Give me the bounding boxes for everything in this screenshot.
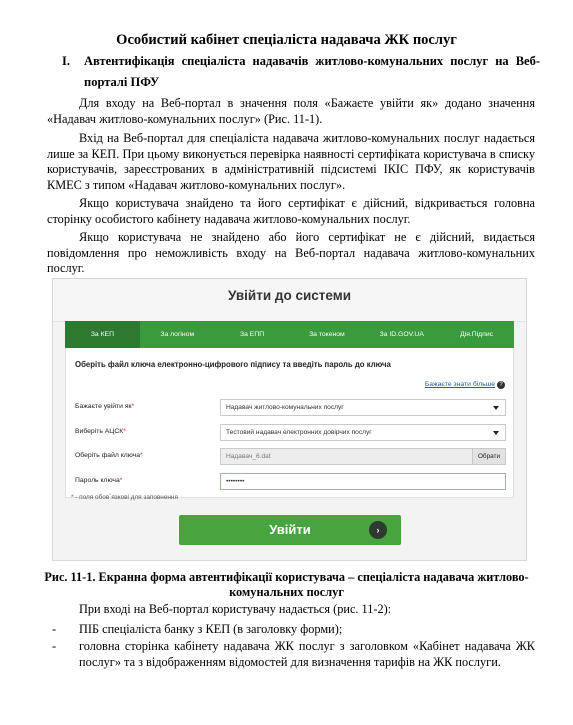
tab-kep[interactable]: За КЕП bbox=[65, 321, 140, 348]
page-heading: Особистий кабінет спеціаліста надавача ЖК послуг bbox=[116, 32, 457, 48]
figure-caption: Рис. 11-1. Екранна форма автентифікації користувача – спеціаліста надавача житлово-комунальних послуг bbox=[44, 570, 529, 599]
list-marker: - bbox=[52, 639, 57, 653]
required-star: * bbox=[140, 452, 143, 459]
required-star: * bbox=[123, 428, 126, 435]
role-label-text: Бажаєте увійти як bbox=[75, 403, 132, 410]
login-form-screenshot bbox=[52, 278, 527, 561]
required-star: * bbox=[131, 403, 135, 410]
tab-id-gov-ua[interactable]: За ID.GOV.UA bbox=[379, 331, 424, 338]
question-icon: ? bbox=[497, 381, 505, 389]
password-label bbox=[75, 477, 122, 484]
instruction-text: Оберіть файл ключа електронно-цифрового підпису та введіть пароль до ключа bbox=[75, 360, 391, 369]
tab-token[interactable]: За токеном bbox=[309, 331, 345, 338]
paragraph-2: Вхід на Веб-портал для спеціаліста надавача житлово-комунальних послуг надається лише за КЕП. При цьому виконується перевірка наявності сертифіката користувача в списку користувачів, зареєстрованих в адміністративній підсистемі ІКІС ПФУ, як користувачів КМЕС з типом «Надавач житлово-комунальних послуг». bbox=[47, 131, 535, 192]
acsk-select[interactable]: Тестовий надавач електронних довірчих послуг bbox=[220, 424, 506, 441]
list-item-text: ПІБ спеціаліста банку з КЕП (в заголовку форми); bbox=[79, 622, 343, 636]
kep-panel bbox=[65, 348, 514, 498]
password-input[interactable]: •••••••• bbox=[220, 473, 506, 490]
choose-file-button[interactable]: Обрати bbox=[472, 449, 505, 464]
password-label-text: Пароль ключа bbox=[75, 477, 120, 484]
required-note bbox=[71, 494, 178, 501]
paragraph-3: Якщо користувача знайдено та його сертифікат є дійсний, відкривається головна сторінку особистого кабінету надавача житлово-комунальних послуг. bbox=[47, 196, 535, 226]
section-number: I. bbox=[62, 54, 70, 68]
required-star: * bbox=[119, 477, 123, 484]
list-item-text: головна сторінка кабінету надавача ЖК послуг з заголовком «Кабінет надавача ЖК послуг» та з відображенням відомостей для визначення тарифів на ЖК послуги. bbox=[79, 639, 535, 669]
acsk-label bbox=[75, 428, 126, 435]
list-item bbox=[52, 639, 535, 670]
tab-epp[interactable]: За ЕПП bbox=[240, 331, 265, 338]
keyfile-name: Надавач_6.dat bbox=[226, 453, 271, 460]
role-select[interactable]: Надавач житлово-комунальних послуг bbox=[220, 399, 506, 416]
required-star: * bbox=[71, 494, 74, 501]
required-note-text: - поля обов`язкові для заповнення bbox=[75, 494, 178, 501]
login-header bbox=[53, 279, 526, 322]
login-title: Увійти до системи bbox=[227, 288, 351, 303]
login-tabs bbox=[65, 321, 514, 348]
keyfile-label bbox=[75, 452, 143, 459]
section-heading bbox=[62, 51, 540, 93]
list-item bbox=[52, 622, 535, 638]
tab-login[interactable]: За логіном bbox=[160, 331, 195, 338]
login-button-label: Увійти bbox=[269, 522, 311, 537]
tab-diia-pidpys[interactable]: Дія.Підпис bbox=[460, 331, 494, 338]
arrow-right-icon: › bbox=[369, 521, 387, 539]
keyfile-field[interactable] bbox=[220, 448, 506, 465]
role-label bbox=[75, 403, 134, 410]
after-text: При вході на Веб-портал користувачу надається (рис. 11-2): bbox=[79, 602, 392, 616]
section-title: Автентифікація спеціаліста надавачів житлово-комунальних послуг на Веб-порталі ПФУ bbox=[84, 54, 540, 89]
login-button[interactable] bbox=[179, 515, 401, 545]
paragraph-1: Для входу на Веб-портал в значення поля «Бажаєте увійти як» додано значення «Надавач житлово-комунальних послуг» (Рис. 11-1). bbox=[47, 96, 535, 126]
help-link-label: Бажаєте знати більше bbox=[424, 381, 495, 388]
paragraph-4: Якщо користувача не знайдено або його сертифікат не є дійсний, видається повідомлення про неможливість входу на Веб-портал надавача житлово-комунальних послуг. bbox=[47, 230, 535, 276]
help-link[interactable] bbox=[425, 381, 505, 389]
keyfile-label-text: Оберіть файл ключа bbox=[75, 452, 141, 459]
acsk-label-text: Виберіть АЦСК bbox=[75, 428, 124, 435]
list-marker: - bbox=[52, 622, 57, 636]
